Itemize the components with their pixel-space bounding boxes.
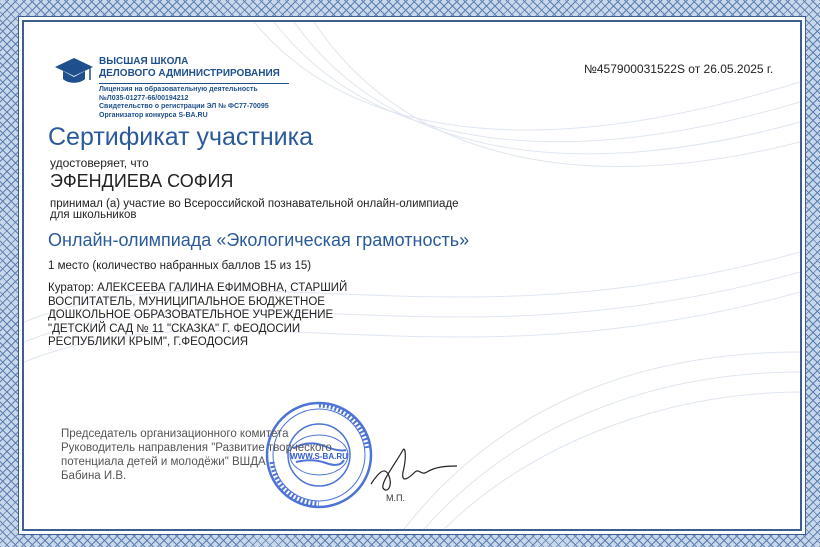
curator-line: "ДЕТСКИЙ САД № 11 "СКАЗКА" Г. ФЕОДОСИИ	[48, 322, 301, 335]
olympiad-name: Онлайн-олимпиада «Экологическая грамотность»	[48, 230, 470, 250]
participation-line1: принимал (а) участие во Всероссийской познавательной онлайн-олимпиаде	[50, 198, 459, 210]
signatory-line: Председатель организационного комитета	[61, 428, 289, 440]
participation-text	[50, 199, 570, 221]
handwritten-signature	[369, 442, 459, 497]
signatory-line: потенциала детей и молодёжи" ВШДА	[61, 456, 266, 468]
graduation-cap-icon	[54, 56, 94, 88]
curator-line: ДОШКОЛЬНОЕ ОБРАЗОВАТЕЛЬНОЕ УЧРЕЖДЕНИЕ	[48, 309, 334, 321]
org-name	[99, 56, 280, 80]
certificate-title: Сертификат участника	[48, 123, 314, 151]
license-line1: Лицензия на образовательную деятельность	[99, 86, 258, 93]
org-details	[99, 86, 269, 120]
certifies-text: удостоверяет, что	[50, 156, 149, 170]
curator-line: Куратор: АЛЕКСЕЕВА ГАЛИНА ЕФИМОВНА, СТАРШИЙ	[48, 282, 348, 294]
organizer-line: Организатор конкурса S-BA.RU	[99, 111, 208, 119]
curator-line: РЕСПУБЛИКИ КРЫМ", Г.ФЕОДОСИЯ	[48, 336, 249, 348]
participant-name: ЭФЕНДИЕВА СОФИЯ	[50, 171, 234, 191]
curator-line: ВОСПИТАТЕЛЬ, МУНИЦИПАЛЬНОЕ БЮДЖЕТНОЕ	[48, 295, 325, 308]
org-name-line1: ВЫСШАЯ ШКОЛА	[99, 56, 189, 67]
logo-divider	[99, 83, 289, 84]
signatory-name: Бабина И.В.	[61, 470, 127, 482]
license-line2: №Л035-01277-66/00194212	[99, 94, 189, 102]
seal-text: WWW.S-BA.RU	[290, 452, 348, 461]
signatory-block	[61, 427, 361, 483]
registration-line: Свидетельство о регистрации ЭЛ № ФС77-70095	[99, 103, 269, 110]
certificate-body	[22, 20, 802, 531]
result-text: 1 место (количество набранных баллов 15 из 15)	[48, 260, 312, 272]
curator-info	[48, 282, 368, 350]
org-name-line2: ДЕЛОВОГО АДМИНИСТРИРОВАНИЯ	[99, 68, 280, 79]
certificate-number: №457900031522S от 26.05.2025 г.	[584, 62, 774, 76]
signatory-line: Руководитель направления "Развитие творческого	[61, 442, 332, 454]
participation-line2: для школьников	[50, 209, 137, 221]
stamp-label: М.П.	[386, 493, 405, 503]
